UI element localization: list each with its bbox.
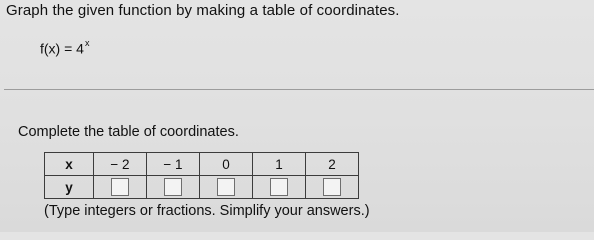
y-cell-2 bbox=[147, 176, 200, 199]
y-row bbox=[45, 176, 359, 199]
y-answer-input-4[interactable] bbox=[270, 178, 288, 196]
x-value-3: 0 bbox=[200, 153, 253, 176]
instruction-text: Graph the given function by making a table of coordinates. bbox=[6, 2, 400, 19]
section-divider bbox=[4, 89, 594, 90]
coordinates-table bbox=[44, 152, 359, 199]
x-value-4: 1 bbox=[253, 153, 306, 176]
y-header: y bbox=[45, 176, 94, 199]
x-row bbox=[45, 153, 359, 176]
y-answer-input-1[interactable] bbox=[111, 178, 129, 196]
x-value-5: 2 bbox=[306, 153, 359, 176]
y-answer-input-3[interactable] bbox=[217, 178, 235, 196]
table-prompt: Complete the table of coordinates. bbox=[18, 124, 239, 140]
x-header: x bbox=[45, 153, 94, 176]
y-cell-1 bbox=[94, 176, 147, 199]
answer-format-hint: (Type integers or fractions. Simplify your answers.) bbox=[44, 203, 370, 219]
function-lhs: f(x) = 4 bbox=[40, 40, 84, 57]
y-cell-5 bbox=[306, 176, 359, 199]
x-value-2: − 1 bbox=[147, 153, 200, 176]
y-cell-3 bbox=[200, 176, 253, 199]
y-answer-input-2[interactable] bbox=[164, 178, 182, 196]
y-cell-4 bbox=[253, 176, 306, 199]
function-expression bbox=[40, 40, 89, 57]
function-exponent: x bbox=[84, 38, 90, 48]
x-value-1: − 2 bbox=[94, 153, 147, 176]
y-answer-input-5[interactable] bbox=[323, 178, 341, 196]
